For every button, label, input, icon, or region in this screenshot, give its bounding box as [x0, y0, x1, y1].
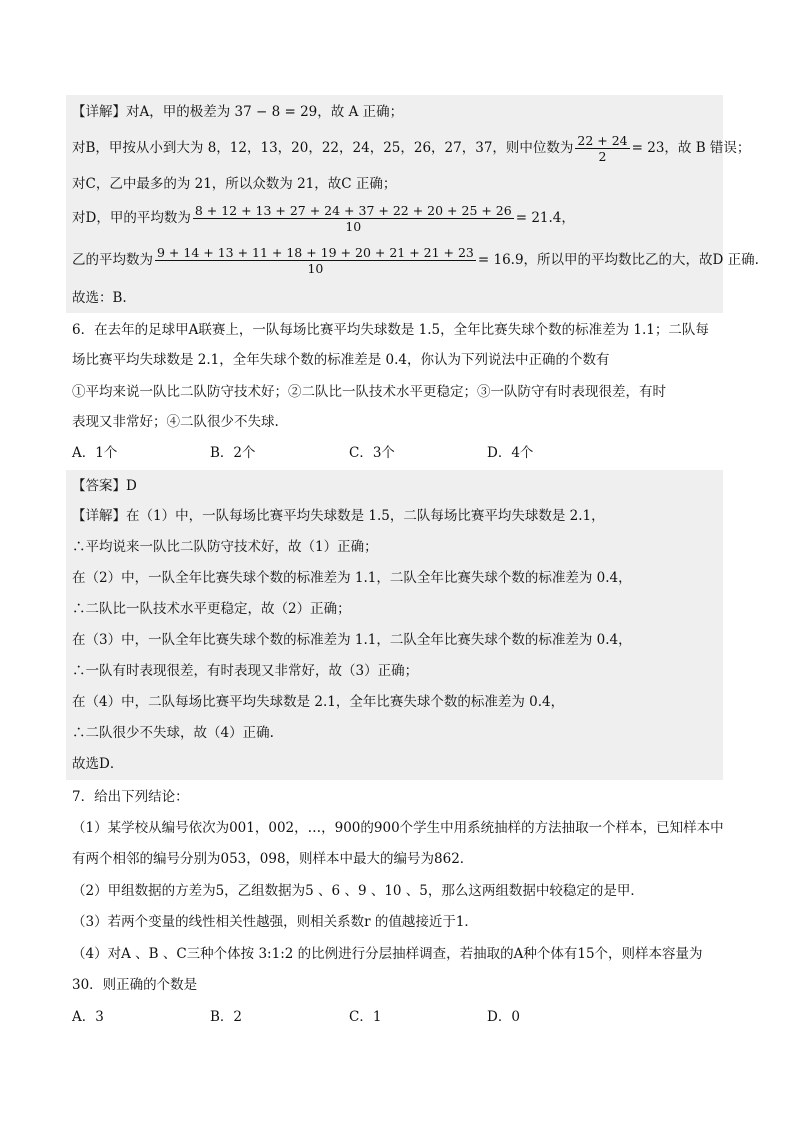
detail5-line4-pre: 对D，甲的平均数为	[72, 210, 191, 226]
detail5-line3: 对C，乙中最多的为 21，所以众数为 21，故C 正确；	[72, 176, 397, 192]
mean-yi-denominator: 10	[307, 261, 324, 276]
q7-option-b: B．2	[210, 1009, 243, 1025]
answer6-label: 【答案】D	[72, 478, 137, 494]
median-fraction-denominator: 2	[598, 149, 607, 164]
q7-statement2: （2）甲组数据的方差为5，乙组数据为5 、6 、9 、10 、5，那么这两组数据中较稳定的是甲．	[72, 883, 644, 899]
q7-statement3: （3）若两个变量的线性相关性越强，则相关系数r 的值越接近于1．	[72, 914, 478, 930]
q7-statement1b: 有两个相邻的编号分别为053，098，则样本中最大的编号为862．	[72, 851, 474, 867]
q6-stem-line4: 表现又非常好；④二队很少不失球.	[72, 414, 279, 430]
q6-option-c: C．3个	[349, 445, 395, 461]
mean-jia-fraction	[193, 203, 514, 234]
detail5-line6: 故选：B.	[72, 290, 127, 306]
q6-option-b: B．2个	[210, 445, 256, 461]
median-fraction	[575, 133, 629, 164]
detail5-line2-pre: 对B，甲按从小到大为 8，12，13，20，22，24，25，26，27，37，则中位数为	[72, 140, 574, 156]
answer6-detail4: ∴二队比一队技术水平更稳定，故（2）正确；	[72, 601, 351, 617]
answer6-detail8: ∴二队很少不失球，故（4）正确.	[72, 725, 274, 741]
median-fraction-numerator: 22 + 24	[577, 133, 628, 148]
detail5-line4-post: = 21.4，	[515, 210, 575, 226]
detail5-line5	[72, 242, 759, 278]
q7-statement1a: （1）某学校从编号依次为001，002，…，900的900个学生中用系统抽样的方法抽取一个样本，已知样本中	[72, 820, 724, 836]
answer6-detail6: ∴一队有时表现很差，有时表现又非常好，故（3）正确；	[72, 663, 419, 679]
answer6-detail9: 故选D．	[72, 756, 124, 772]
mean-jia-denominator: 10	[345, 219, 362, 234]
answer6-detail3: 在（2）中，一队全年比赛失球个数的标准差为 1.1，二队全年比赛失球个数的标准差为 0.4，	[72, 570, 632, 586]
q6-stem-line1: 6．在去年的足球甲A联赛上，一队每场比赛平均失球数是 1.5，全年比赛失球个数的标准差为 1.1；二队每	[72, 322, 709, 338]
q7-statement4a: （4）对A 、B 、C三种个体按 3:1:2 的比例进行分层抽样调查，若抽取的A种个体有15个，则样本容量为	[72, 946, 703, 962]
q7-option-a: A．3	[72, 1009, 104, 1025]
detail5-line2	[72, 130, 750, 166]
q7-option-c: C．1	[349, 1009, 382, 1025]
answer6-detail1: 【详解】在（1）中，一队每场比赛平均失球数是 1.5，二队每场比赛平均失球数是 2.1，	[72, 508, 605, 524]
q7-stem: 7．给出下列结论：	[72, 789, 189, 805]
q7-option-d: D．0	[487, 1009, 520, 1025]
mean-yi-fraction	[155, 245, 476, 276]
detail5-line5-pre: 乙的平均数为	[72, 252, 153, 268]
q6-stem-line3: ①平均来说一队比二队防守技术好；②二队比一队技术水平更稳定；③一队防守有时表现很差，有时	[72, 384, 666, 400]
answer6-detail7: 在（4）中，二队每场比赛平均失球数是 2.1，全年比赛失球个数的标准差为 0.4，	[72, 694, 565, 710]
detail5-line5-post: = 16.9，所以甲的平均数比乙的大，故D 正确.	[477, 252, 759, 268]
detail5-line4	[72, 200, 575, 236]
q6-option-a: A．1个	[72, 445, 118, 461]
q7-statement4b: 30．则正确的个数是	[72, 977, 198, 993]
mean-jia-numerator: 8 + 12 + 13 + 27 + 24 + 37 + 22 + 20 + 25 + 26	[194, 203, 512, 218]
detail5-line1: 【详解】对A，甲的极差为 37 − 8 = 29，故 A 正确；	[72, 104, 404, 120]
answer6-detail5: 在（3）中，一队全年比赛失球个数的标准差为 1.1，二队全年比赛失球个数的标准差为 0.4，	[72, 632, 632, 648]
q6-option-d: D．4个	[487, 445, 534, 461]
q6-stem-line2: 场比赛平均失球数是 2.1，全年失球个数的标准差是 0.4，你认为下列说法中正确的个数有	[72, 352, 610, 368]
answer6-detail2: ∴平均说来一队比二队防守技术好，故（1）正确；	[72, 539, 378, 555]
mean-yi-numerator: 9 + 14 + 13 + 11 + 18 + 19 + 20 + 21 + 21 + 23	[157, 245, 474, 260]
detail5-line2-post: = 23，故 B 错误；	[631, 140, 751, 156]
